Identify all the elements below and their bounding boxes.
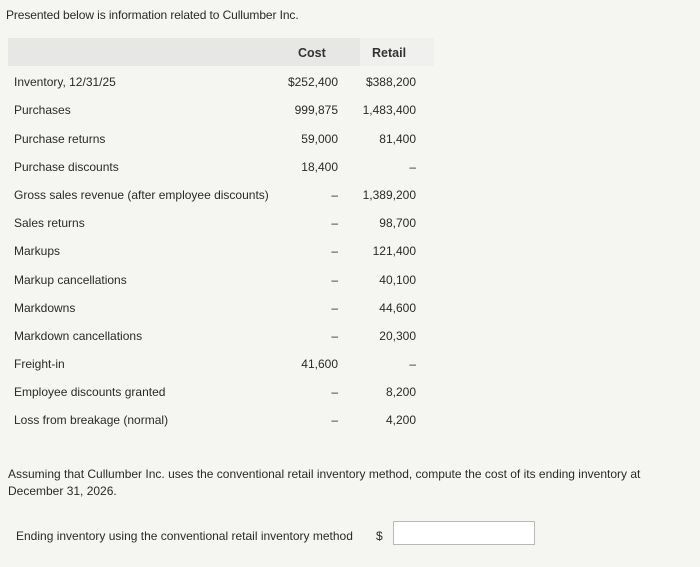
row-retail: – [409,160,416,174]
table-row [8,406,434,434]
row-cost: – [331,385,338,399]
row-cost: 41,600 [301,357,338,371]
row-cost: – [331,273,338,287]
row-retail: 20,300 [379,329,416,343]
ending-inventory-input[interactable] [393,521,535,545]
row-cost: – [331,413,338,427]
row-retail: 1,483,400 [362,103,416,117]
row-label: Gross sales revenue (after employee discounts) [14,188,269,202]
row-cost: 18,400 [301,160,338,174]
row-cost: – [331,329,338,343]
row-retail: 40,100 [379,273,416,287]
table-row [8,322,434,350]
row-label: Purchase returns [14,132,106,146]
row-label: Markdown cancellations [14,329,143,343]
table-row [8,378,434,406]
row-retail: 44,600 [379,301,416,315]
table-row [8,181,434,209]
row-retail: $388,200 [365,75,416,89]
row-cost: – [331,216,338,230]
row-retail: 81,400 [379,132,416,146]
row-cost: – [331,244,338,258]
table-row [8,68,434,96]
row-retail: 8,200 [385,385,416,399]
row-label: Loss from breakage (normal) [14,413,169,427]
row-retail: 98,700 [379,216,416,230]
row-label: Sales returns [14,216,85,230]
table-row [8,209,434,237]
row-label: Purchase discounts [14,160,119,174]
row-label: Markup cancellations [14,273,127,287]
row-cost: 59,000 [301,132,338,146]
table-row [8,96,434,124]
retail-column-header: Retail [372,46,407,60]
answer-label: Ending inventory using the conventional retail inventory method [16,529,353,543]
row-label: Freight-in [14,357,65,371]
table-row [8,153,434,181]
currency-symbol: $ [376,529,383,543]
row-retail: 4,200 [385,413,416,427]
row-retail: 1,389,200 [362,188,416,202]
row-cost: $252,400 [287,75,338,89]
intro-text: Presented below is information related to Cullumber Inc. [6,8,299,22]
table-row [8,125,434,153]
question-text: Assuming that Cullumber Inc. uses the conventional retail inventory method, compute the cost of its ending inventory at December 31, 2026. [8,467,641,498]
row-label: Purchases [14,103,71,117]
row-retail: – [409,357,416,371]
row-label: Employee discounts granted [14,385,166,399]
table-row [8,294,434,322]
table-row [8,266,434,294]
table-row [8,237,434,265]
row-cost: 999,875 [294,103,338,117]
cost-column-header: Cost [298,46,326,60]
row-cost: – [331,301,338,315]
row-label: Markups [14,244,61,258]
table-row [8,350,434,378]
row-retail: 121,400 [372,244,416,258]
row-label: Markdowns [14,301,76,315]
row-cost: – [331,188,338,202]
row-label: Inventory, 12/31/25 [14,75,116,89]
